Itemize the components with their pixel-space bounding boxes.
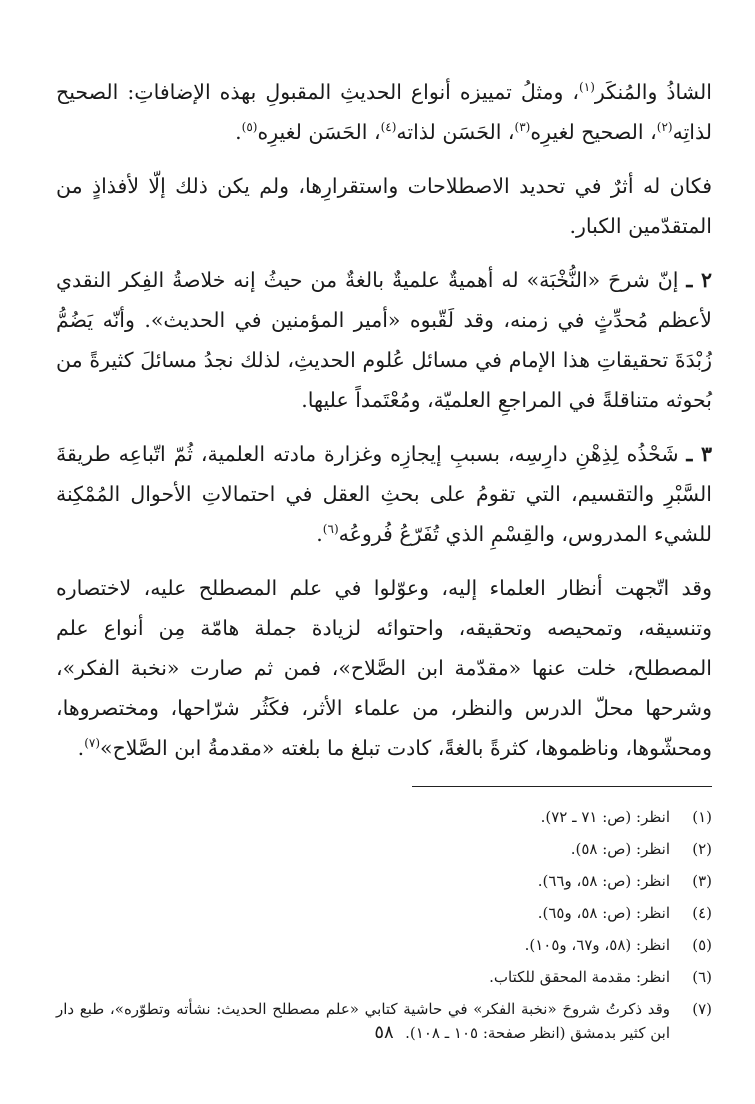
footnote-item bbox=[56, 901, 712, 925]
paragraph-text: ، الحَسَن لغيرِه bbox=[257, 120, 381, 144]
paragraph-number: ٢ ـ bbox=[686, 268, 712, 292]
footnote-text: انظر: (ص: ٥٨). bbox=[570, 840, 670, 858]
footnote-text: انظر: (٥٨، و٦٧، و١٠٥). bbox=[524, 936, 670, 954]
footnote-text: انظر: مقدمة المحقق للكتاب. bbox=[489, 968, 670, 986]
footnote-text: وقد ذكرتُ شروحَ «نخبة الفكر» في حاشية كتابي «علم مصطلح الحديث: نشأته وتطوّره»، طبع دار ابن كثير بدمشق (انظر صفحة: ١٠٥ ـ ١٠٨). bbox=[56, 1000, 670, 1042]
paragraph-text: . bbox=[316, 522, 323, 546]
footnote-number: (٢) bbox=[692, 840, 712, 858]
footnote-ref[interactable]: (٣) bbox=[514, 120, 531, 135]
footnote-text: انظر: (ص: ٥٨، و٦٦). bbox=[537, 872, 670, 890]
page-number: ٥٨ bbox=[374, 1022, 394, 1043]
paragraph-text: شَحْذُه لِذِهْنِ دارِسِه، بسببِ إيجازِه وغزارة مادته العلمية، ثُمّ اتّباعِه طريقةَ السَّبْرِ والتقسيم، التي تقومُ على بحثِ العقل في احتمالاتِ الأحوال المُمْكِنة للشيء المدروس، والقِسْمِ الذي تُفَرّعُ فُروعُه bbox=[56, 442, 712, 546]
footnote-item bbox=[56, 837, 712, 861]
footnote-ref[interactable]: (٢) bbox=[656, 120, 673, 135]
footnote-item bbox=[56, 965, 712, 989]
paragraph-5 bbox=[56, 568, 712, 768]
footnotes-list bbox=[56, 805, 712, 1045]
paragraph-2 bbox=[56, 166, 712, 246]
footnote-number: (٣) bbox=[692, 872, 712, 890]
footnote-number: (١) bbox=[692, 808, 712, 826]
paragraph-text: . bbox=[77, 736, 85, 760]
footnote-ref[interactable]: (٤) bbox=[380, 120, 397, 135]
footnote-text: انظر: (ص: ٧١ ـ ٧٢). bbox=[540, 808, 670, 826]
paragraph-text: الشاذُ والمُنكَر bbox=[594, 80, 712, 104]
paragraph-1 bbox=[56, 72, 712, 152]
footnote-item bbox=[56, 869, 712, 893]
book-page bbox=[56, 72, 712, 1072]
paragraph-text: ، ومثلُ تمييزه أنواع الحديثِ المقبولِ بهذه الإضافاتِ: الصحيح لذاتِه bbox=[56, 80, 712, 144]
paragraph-text: إنّ شرحَ «النُّخْبَة» له أهميةٌ علميةٌ بالغةٌ من حيثُ إنه خلاصةُ الفِكر النقدي لأعظم مُحدِّثٍ في زمنه، وقد لَقّبوه «أمير المؤمنين في الحديث». وأنّه يَضُمُّ زُبْدَةَ تحقيقاتِ هذا الإمام في مسائل عُلوم الحديثِ، لذلك نجدُ مسائلَ كثيرةً من بُحوثه متناقلةً في المراجعِ العلميّة، ومُعْتَمداً عليها. bbox=[56, 268, 712, 412]
footnote-ref[interactable]: (٦) bbox=[322, 522, 339, 537]
footnote-item bbox=[56, 933, 712, 957]
paragraph-number: ٣ ـ bbox=[686, 442, 712, 466]
paragraph-text: فكان له أثرٌ في تحديد الاصطلاحات واستقرارِها، ولم يكن ذلك إلّا لأفذاذٍ من المتقدّمين الكبار. bbox=[56, 174, 712, 238]
footnote-ref[interactable]: (١) bbox=[579, 80, 595, 95]
paragraph-text: ، الحَسَن لذاته bbox=[396, 120, 515, 144]
footnote-item bbox=[56, 805, 712, 829]
footnote-text: انظر: (ص: ٥٨، و٦٥). bbox=[537, 904, 670, 922]
footnote-ref[interactable]: (٥) bbox=[241, 120, 258, 135]
footnote-number: (٤) bbox=[692, 904, 712, 922]
paragraph-text: ، الصحيح لغيرِه bbox=[530, 120, 657, 144]
footnote-divider bbox=[412, 786, 712, 787]
footnote-number: (٧) bbox=[692, 1000, 712, 1018]
footnote-number: (٥) bbox=[692, 936, 712, 954]
paragraph-3 bbox=[56, 260, 712, 420]
footnote-number: (٦) bbox=[692, 968, 712, 986]
paragraph-text: وقد اتّجهت أنظار العلماء إليه، وعوّلوا في علم المصطلح عليه، لاختصاره وتنسيقه، وتمحيصه وتحقيقه، واحتوائه لزيادة جملة هامّة مِن أنواع علم المصطلح، خلت عنها «مقدّمة ابن الصَّلاح»، فمن ثم صارت «نخبة الفكر»، وشرحها محلّ الدرس والنظر، من علماء الأثر، فكَثُر شرّاحها، ومختصروها، ومحشّوها، وناظموها، كثرةً بالغةً، كادت تبلغ ما بلغته «مقدمةُ ابن الصَّلاح» bbox=[56, 576, 712, 760]
paragraph-4 bbox=[56, 434, 712, 554]
paragraph-text: . bbox=[235, 120, 242, 144]
footnote-ref[interactable]: (٧) bbox=[84, 736, 101, 751]
